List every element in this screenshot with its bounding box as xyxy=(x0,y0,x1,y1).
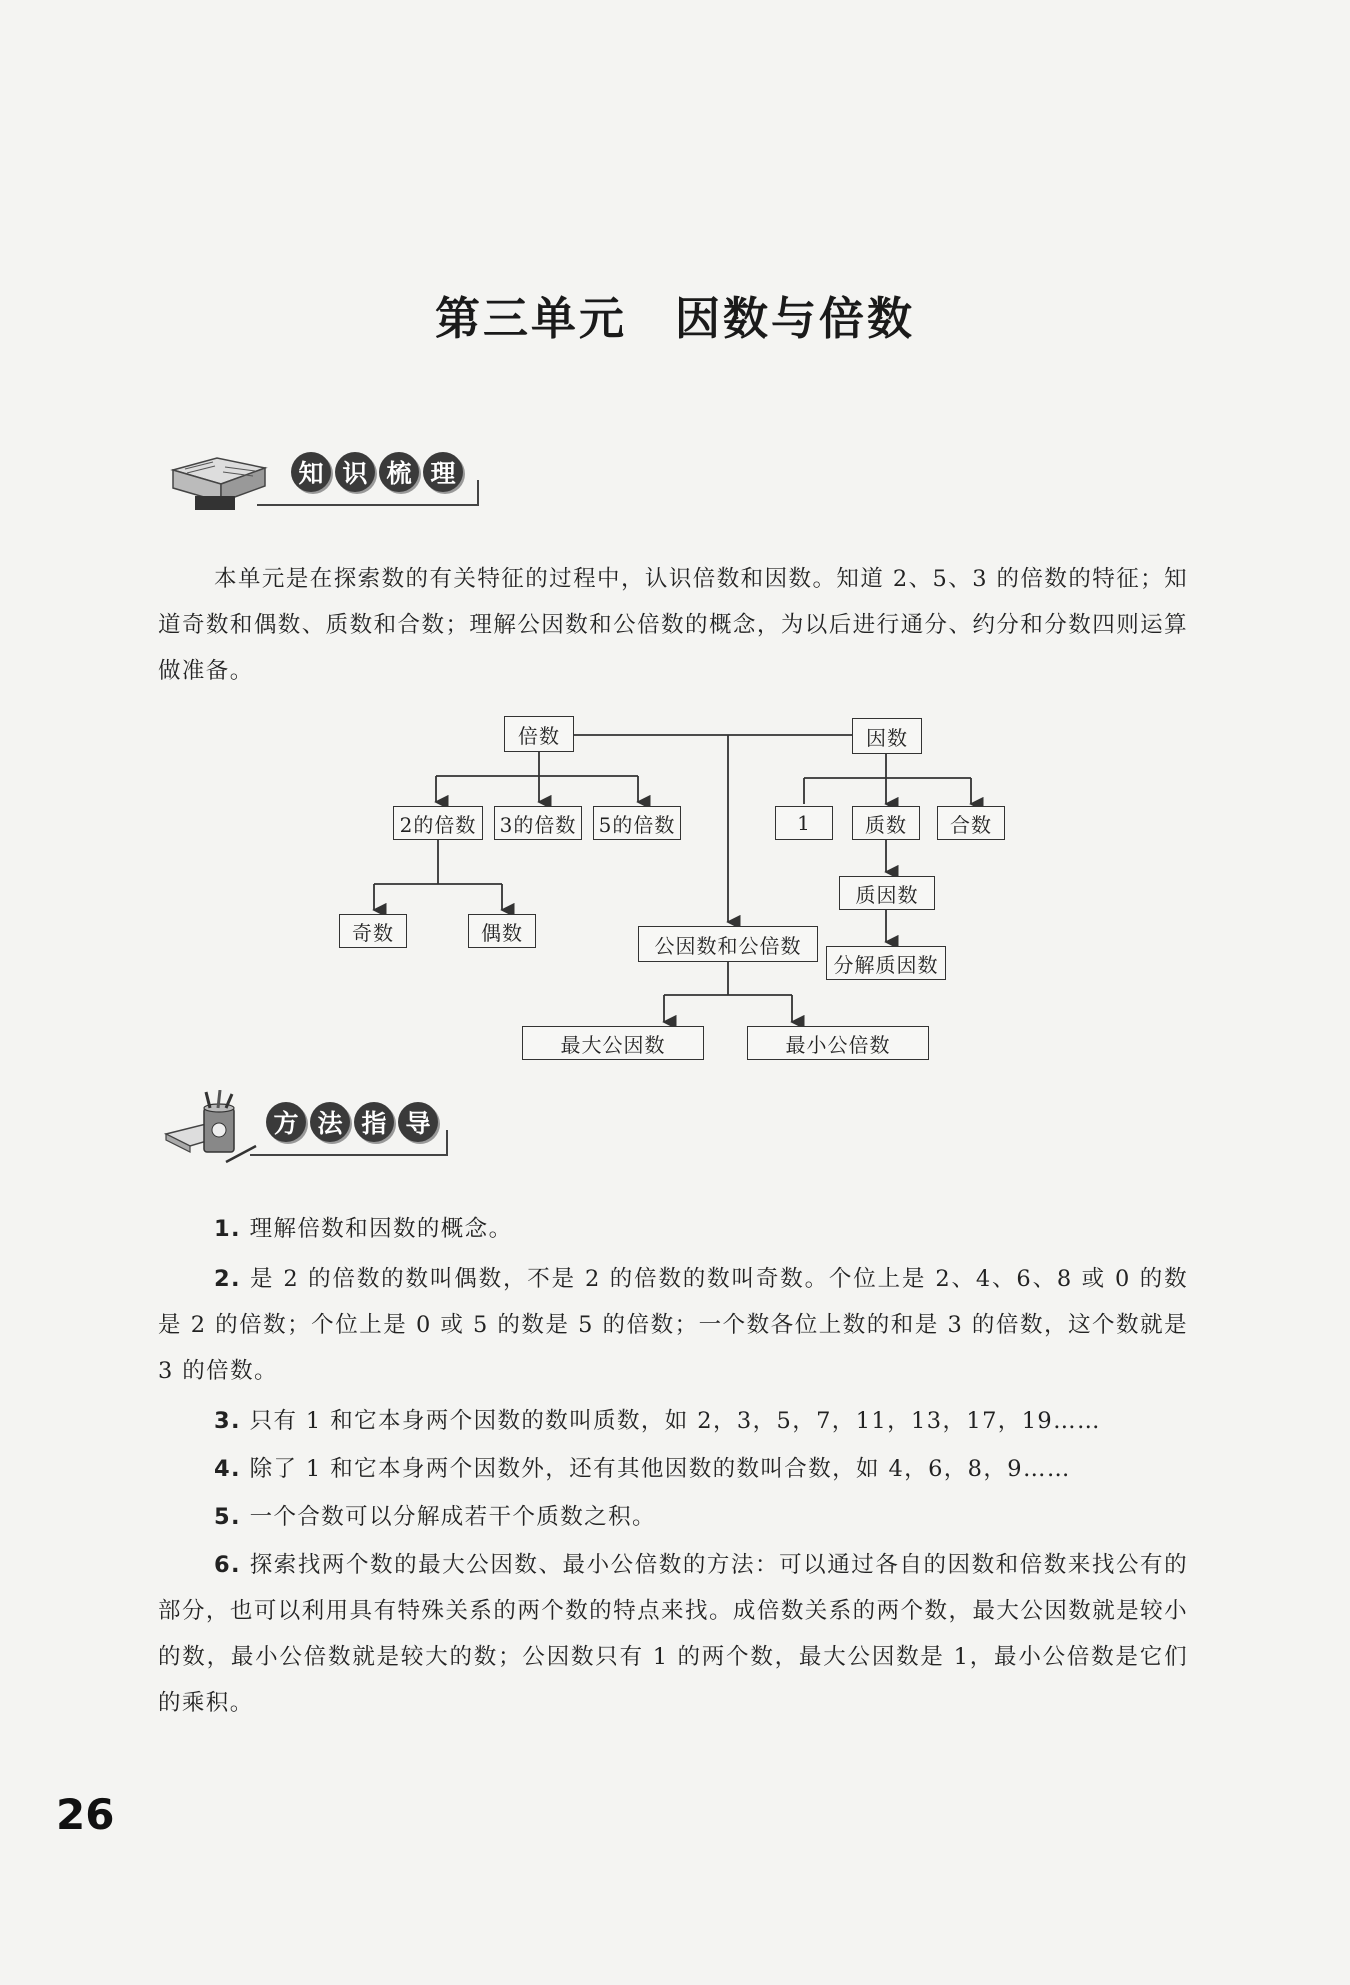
diagram-node-factors: 因数 xyxy=(852,718,922,754)
diagram-node-composite: 合数 xyxy=(937,806,1005,840)
point-text: 理解倍数和因数的概念。 xyxy=(249,1216,513,1242)
point-text: 除了 1 和它本身两个因数外，还有其他因数的数叫合数，如 4，6，8，9…… xyxy=(249,1456,1071,1482)
method-point xyxy=(158,1206,1188,1252)
point-number: 3. xyxy=(214,1408,242,1434)
section-underline xyxy=(250,1154,448,1156)
diagram-node-mult2: 2的倍数 xyxy=(393,806,483,840)
point-text: 只有 1 和它本身两个因数的数叫质数，如 2，3，5，7，11，13，17，19…… xyxy=(249,1408,1101,1434)
section-title-knowledge xyxy=(291,452,463,492)
section-title-char: 方 xyxy=(266,1102,306,1142)
diagram-node-lcm: 最小公倍数 xyxy=(747,1026,929,1060)
section-title-char: 梳 xyxy=(379,452,419,492)
section-underline-hook xyxy=(477,480,479,506)
intro-paragraph xyxy=(158,556,1188,694)
page-title: 第三单元 因数与倍数 xyxy=(434,292,915,345)
section-underline-hook xyxy=(446,1130,448,1156)
point-number: 6. xyxy=(214,1552,242,1578)
point-number: 2. xyxy=(214,1266,242,1292)
section-header-method xyxy=(160,1090,460,1170)
section-header-knowledge xyxy=(165,440,485,520)
diagram-node-even: 偶数 xyxy=(468,914,536,948)
section-title-char: 识 xyxy=(335,452,375,492)
diagram-node-mult3: 3的倍数 xyxy=(494,806,582,840)
section-title-char: 导 xyxy=(398,1102,438,1142)
diagram-node-prime-factor: 质因数 xyxy=(839,876,935,910)
point-number: 5. xyxy=(214,1504,242,1530)
diagram-node-multiples: 倍数 xyxy=(504,716,574,752)
open-book-icon xyxy=(165,440,275,520)
point-text: 一个合数可以分解成若干个质数之积。 xyxy=(249,1504,656,1530)
point-number: 4. xyxy=(214,1456,242,1482)
method-point xyxy=(158,1542,1188,1726)
section-title-char: 知 xyxy=(291,452,331,492)
method-point xyxy=(158,1446,1188,1492)
section-title-char: 理 xyxy=(423,452,463,492)
section-title-method xyxy=(266,1102,438,1142)
diagram-node-gcd: 最大公因数 xyxy=(522,1026,704,1060)
section-title-char: 指 xyxy=(354,1102,394,1142)
point-text: 是 2 的倍数的数叫偶数，不是 2 的倍数的数叫奇数。个位上是 2、4、6、8 或 0 的数是 2 的倍数；个位上是 0 或 5 的数是 5 的倍数；一个数各位上数的和是 3 的倍数，这个数就是 3 的倍数。 xyxy=(158,1266,1188,1384)
diagram-node-one: 1 xyxy=(775,806,833,840)
page-number: 26 xyxy=(56,1790,115,1839)
method-point xyxy=(158,1398,1188,1444)
point-number: 1. xyxy=(214,1216,242,1242)
section-underline xyxy=(257,504,479,506)
diagram-node-prime: 质数 xyxy=(852,806,920,840)
method-point xyxy=(158,1256,1188,1394)
intro-text: 本单元是在探索数的有关特征的过程中，认识倍数和因数。知道 2、5、3 的倍数的特征；知道奇数和偶数、质数和合数；理解公因数和公倍数的概念，为以后进行通分、约分和分数四则运算做准备。 xyxy=(158,566,1188,684)
section-title-char: 法 xyxy=(310,1102,350,1142)
diagram-node-mult5: 5的倍数 xyxy=(593,806,681,840)
diagram-node-odd: 奇数 xyxy=(339,914,407,948)
diagram-node-common: 公因数和公倍数 xyxy=(638,926,818,962)
method-point xyxy=(158,1494,1188,1540)
pen-holder-icon xyxy=(160,1090,270,1170)
diagram-node-factorize: 分解质因数 xyxy=(826,946,946,980)
point-text: 探索找两个数的最大公因数、最小公倍数的方法：可以通过各自的因数和倍数来找公有的部分，也可以利用具有特殊关系的两个数的特点来找。成倍数关系的两个数，最大公因数就是较小的数，最小公倍数就是较大的数；公因数只有 1 的两个数，最大公因数是 1，最小公倍数是它们的乘积。 xyxy=(158,1552,1188,1716)
